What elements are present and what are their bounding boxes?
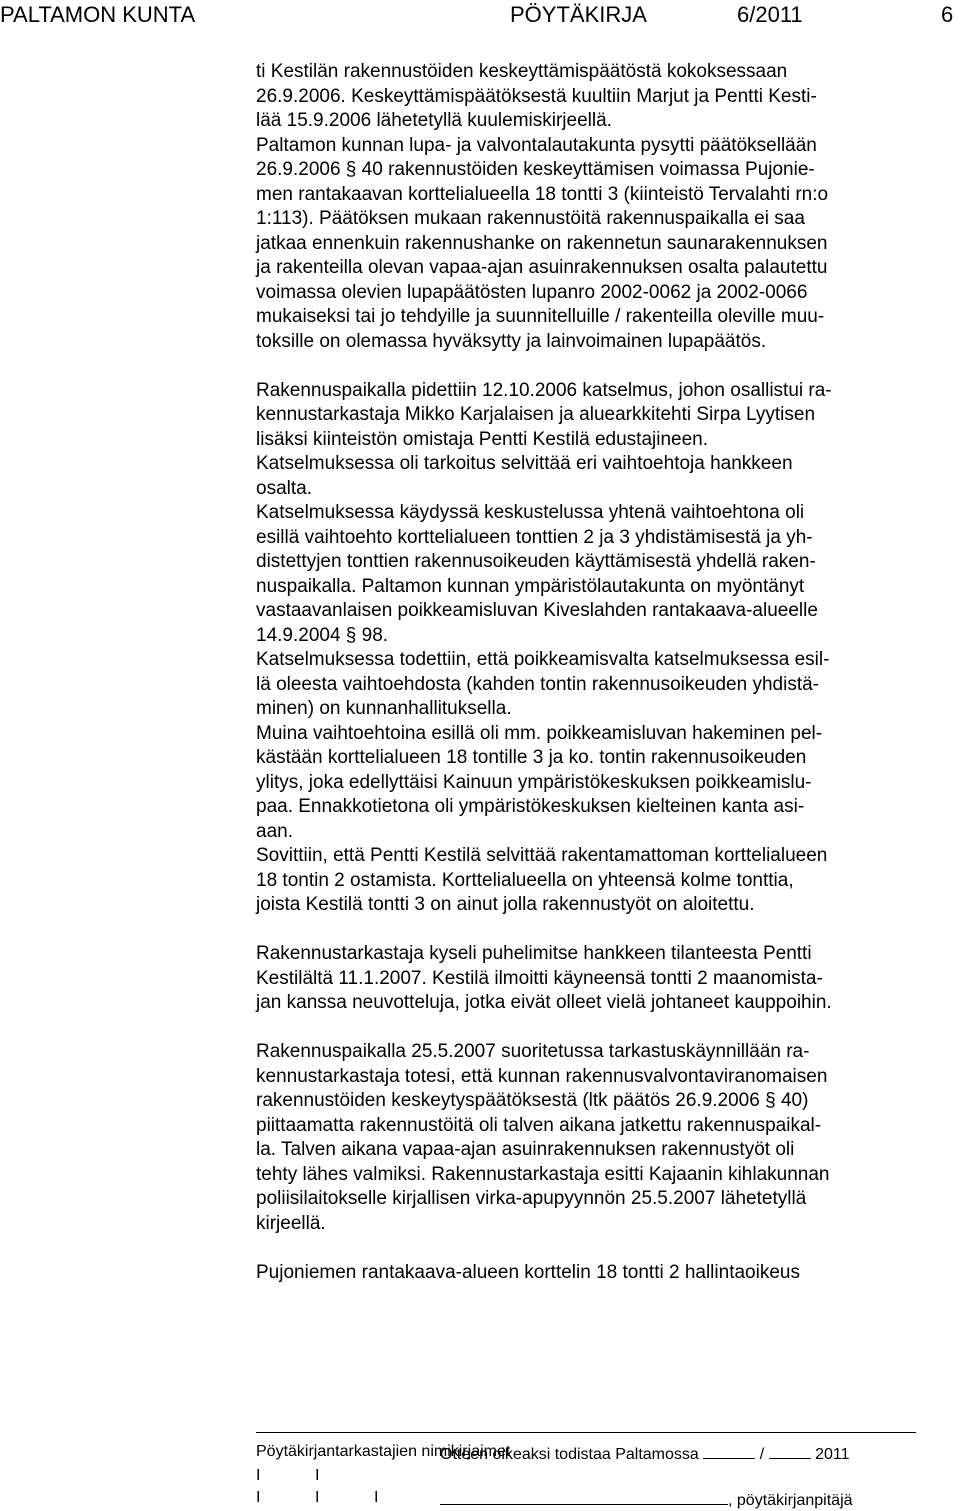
paragraph-gap xyxy=(256,1236,956,1261)
body-text-line: osalta. xyxy=(256,477,312,499)
body-text-line: 18 tontin 2 ostamista. Korttelialueella on yhteensä kolme tonttia, xyxy=(256,869,794,891)
initials-separator: I xyxy=(256,1489,261,1506)
body-text-line: nuspaikalla. Paltamon kunnan ympäristölautakunta on myöntänyt xyxy=(256,575,805,597)
paragraph-gap xyxy=(256,1016,956,1041)
paragraph-gap xyxy=(256,354,956,379)
signature-blank xyxy=(440,1488,728,1505)
body-text-line: kirjeellä. xyxy=(256,1212,326,1234)
body-text-line: Katselmuksessa todettiin, että poikkeamisvalta katselmuksessa esil- xyxy=(256,649,830,670)
body-text-line: ja rakenteilla olevan vapaa-ajan asuinrakennuksen osalta palautettu xyxy=(256,257,828,278)
document-number: 6/2011 xyxy=(737,2,803,27)
body-text-line: jatkaa ennenkuin rakennushanke on rakennetun saunarakennuksen xyxy=(256,232,828,254)
body-text-line: Katselmuksessa käydyssä keskustelussa yhtenä vaihtoehtona oli xyxy=(256,502,805,523)
body-text-line: Paltamon kunnan lupa- ja valvontalautakunta pysytti päätöksellään xyxy=(256,134,817,156)
certification-year: 2011 xyxy=(815,1446,850,1463)
body-text-line: kästään korttelialueen 18 tontille 3 ja ko. tontin rakennusoikeuden xyxy=(256,747,807,768)
body-text-line: 26.9.2006. Keskeyttämispäätöksestä kuultiin Marjut ja Pentti Kesti- xyxy=(256,85,817,107)
certification-line xyxy=(440,1442,849,1465)
document-body xyxy=(256,60,956,1285)
document-type: PÖYTÄKIRJA xyxy=(510,2,647,27)
body-text-line: aan. xyxy=(256,820,293,842)
paragraph-gap xyxy=(256,918,956,943)
initials-separator: I xyxy=(315,1467,320,1484)
body-text-line: toksille on olemassa hyväksytty ja lainvoimainen lupapäätös. xyxy=(256,330,767,352)
initials-separator: I xyxy=(374,1489,379,1506)
reviewers-initials-label: Pöytäkirjantarkastajien nimikirjaimet xyxy=(256,1443,511,1460)
page-number: 6 xyxy=(941,2,954,27)
body-text-line: paa. Ennakkotietona oli ympäristökeskuksen kielteinen kanta asi- xyxy=(256,796,805,817)
body-text-line: vastaavanlaisen poikkeamisluvan Kiveslahden rantakaava-alueelle xyxy=(256,600,818,621)
body-text-line: Muina vaihtoehtoina esillä oli mm. poikkeamisluvan hakeminen pel- xyxy=(256,722,823,744)
body-text-line: poliisilaitokselle kirjallisen virka-apupyynnön 25.5.2007 lähetetyllä xyxy=(256,1188,807,1209)
month-blank xyxy=(769,1442,811,1459)
body-text-line: Rakennuspaikalla 25.5.2007 suoritetussa tarkastuskäynnillään ra- xyxy=(256,1041,810,1062)
body-text-line: 14.9.2004 § 98. xyxy=(256,624,389,646)
organization-name: PALTAMON KUNTA xyxy=(0,2,196,27)
initials-separator: I xyxy=(256,1467,261,1484)
body-text-line: lä oleesta vaihtoehdosta (kahden tontin rakennusoikeuden yhdistä- xyxy=(256,673,819,695)
body-text-line: distettyjen tonttien rakennusoikeuden käyttämisestä yhdellä raken- xyxy=(256,551,816,572)
body-text-line: Kestilältä 11.1.2007. Kestilä ilmoitti käyneensä tontti 2 maanomista- xyxy=(256,967,823,989)
body-text-line: Pujoniemen rantakaava-alueen korttelin 18 tontti 2 hallintaoikeus xyxy=(256,1261,800,1283)
body-text-line: Sovittiin, että Pentti Kestilä selvittää rakentamattoman korttelialueen xyxy=(256,845,828,866)
date-slash: / xyxy=(759,1446,765,1463)
body-text-line: lää 15.9.2006 lähetetyllä kuulemiskirjeellä. xyxy=(256,110,612,131)
body-text-line: minen) on kunnanhallituksella. xyxy=(256,698,512,719)
body-text-line: ti Kestilän rakennustöiden keskeyttämispäätöstä kokoksessaan xyxy=(256,61,788,82)
body-text-line: 26.9.2006 § 40 rakennustöiden keskeyttämisen voimassa Pujonie- xyxy=(256,159,815,180)
body-text-line: Katselmuksessa oli tarkoitus selvittää eri vaihtoehtoja hankkeen xyxy=(256,453,793,474)
body-text-line: men rantakaavan korttelialueella 18 tontti 3 (kiinteistö Tervalahti rn:o xyxy=(256,183,829,205)
signature-line xyxy=(440,1488,853,1511)
body-text-line: piittaamatta rakennustöitä oli talven aikana jatkettu rakennuspaikal- xyxy=(256,1114,822,1136)
body-text-line: jan kanssa neuvotteluja, jotka eivät olleet vielä johtaneet kauppoihin. xyxy=(256,992,832,1013)
body-text-line: joista Kestilä tontti 3 on ainut jolla rakennustyöt on aloitettu. xyxy=(256,894,755,915)
initials-separator: I xyxy=(315,1489,320,1506)
body-text-line: 1:113). Päätöksen mukaan rakennustöitä rakennuspaikalla ei saa xyxy=(256,208,805,229)
body-text-line: tehty lähes valmiksi. Rakennustarkastaja esitti Kajaanin kihlakunnan xyxy=(256,1163,830,1185)
body-text-line: esillä vaihtoehto korttelialueen tonttien 2 ja 3 yhdistämisestä ja yh- xyxy=(256,526,813,548)
body-text-line: kennustarkastaja totesi, että kunnan rakennusvalvontaviranomaisen xyxy=(256,1065,828,1087)
signature-role: , pöytäkirjanpitäjä xyxy=(728,1492,853,1509)
footer-divider xyxy=(256,1432,916,1433)
body-text-line: la. Talven aikana vapaa-ajan asuinrakennuksen rakennustyöt oli xyxy=(256,1139,795,1160)
day-blank xyxy=(703,1442,755,1459)
body-text-line: mukaiseksi tai jo tehdyille ja suunnitelluille / rakenteilla oleville muu- xyxy=(256,306,825,327)
body-text-line: Rakennustarkastaja kyseli puhelimitse hankkeen tilanteesta Pentti xyxy=(256,943,812,964)
body-text-line: ylitys, joka edellyttäisi Kainuun ympäristökeskuksen poikkeamislu- xyxy=(256,771,812,793)
body-text-line: Rakennuspaikalla pidettiin 12.10.2006 katselmus, johon osallistui ra- xyxy=(256,379,832,401)
body-text-line: voimassa olevien lupapäätösten lupanro 2002-0062 ja 2002-0066 xyxy=(256,281,808,303)
certification-label: Otteen oikeaksi todistaa Paltamossa xyxy=(440,1446,699,1463)
body-text-line: lisäksi kiinteistön omistaja Pentti Kestilä edustajineen. xyxy=(256,428,709,450)
body-text-line: rakennustöiden keskeytyspäätöksestä (ltk päätös 26.9.2006 § 40) xyxy=(256,1090,809,1111)
page-header xyxy=(0,0,960,36)
body-text-line: kennustarkastaja Mikko Karjalaisen ja aluearkkitehti Sirpa Lyytisen xyxy=(256,404,816,425)
